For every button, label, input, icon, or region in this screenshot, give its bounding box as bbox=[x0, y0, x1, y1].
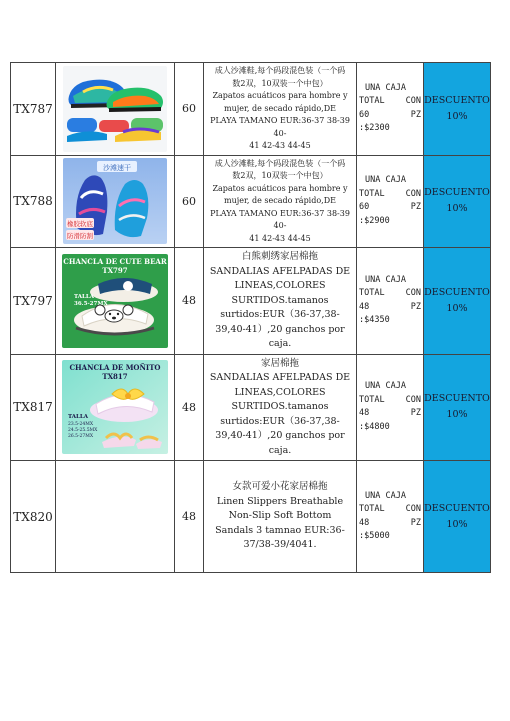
units-value: 60 bbox=[359, 109, 370, 120]
desc-line: 白熊刺绣家居棉拖 bbox=[241, 251, 318, 262]
con-label: CON bbox=[405, 504, 421, 514]
units-value: 48 bbox=[359, 408, 370, 419]
price-amount: :$4350 bbox=[359, 315, 390, 326]
desc-line: 37/38-39/4041. bbox=[243, 539, 317, 551]
size-label: 26.5-27MX bbox=[68, 434, 94, 440]
units-value: 48 bbox=[359, 517, 370, 528]
table-row bbox=[11, 248, 491, 355]
discount-label: DESCUENTO bbox=[424, 502, 490, 514]
size-label: 24.5-25.5MX bbox=[68, 428, 98, 434]
desc-line: 成人沙滩鞋,每个码段混色装（一个码 bbox=[214, 66, 346, 75]
pz-label: PZ bbox=[410, 109, 421, 120]
desc-line: 女款可爱小花家居棉拖 bbox=[232, 481, 328, 493]
table-row bbox=[11, 155, 491, 248]
con-label: CON bbox=[405, 96, 421, 107]
discount-value: 10% bbox=[446, 203, 468, 215]
desc-line: Zapatos acuáticos para hombre y bbox=[212, 183, 348, 193]
desc-line: 成人沙滩鞋,每个码段混色装（一个码 bbox=[214, 158, 346, 168]
discount-badge bbox=[424, 155, 491, 248]
desc-line: 39,40-41）,20 ganchos por bbox=[215, 323, 345, 335]
image-subtitle: TX817 bbox=[102, 372, 128, 382]
product-description bbox=[204, 155, 357, 248]
talla-label: TALLA bbox=[74, 293, 95, 300]
units-line bbox=[359, 201, 421, 215]
box-label: UNA CAJA bbox=[365, 274, 406, 285]
size-label: 36.5-27MX bbox=[74, 300, 108, 307]
total-label: TOTAL bbox=[359, 96, 385, 107]
con-label: CON bbox=[405, 188, 421, 199]
price-cell bbox=[357, 63, 424, 156]
product-image-cell bbox=[56, 63, 175, 156]
desc-line: PLAYA TAMANO EUR:36-37 38-39 40- bbox=[210, 208, 350, 230]
discount-badge bbox=[424, 461, 491, 573]
desc-line: 39,40-41）,20 ganchos por bbox=[215, 430, 345, 441]
price-amount: :$2900 bbox=[359, 215, 390, 226]
product-code: TX787 bbox=[11, 63, 56, 156]
bow-slipper-image bbox=[62, 360, 168, 454]
desc-line: Linen Slippers Breathable bbox=[216, 495, 344, 507]
water-shoes-image bbox=[63, 66, 167, 152]
product-quantity: 60 bbox=[175, 63, 204, 156]
desc-line: SANDALIAS AFELPADAS DE bbox=[209, 372, 351, 383]
pz-label: PZ bbox=[410, 408, 421, 419]
desc-line: SURTIDOS.tamanos bbox=[231, 401, 329, 412]
discount-value: 10% bbox=[446, 518, 468, 530]
desc-line: Non-Slip Soft Bottom bbox=[228, 510, 332, 522]
discount-badge bbox=[424, 248, 491, 355]
units-line bbox=[359, 301, 421, 315]
price-amount: :$4800 bbox=[359, 421, 390, 432]
pz-label: PZ bbox=[410, 517, 421, 528]
discount-label: DESCUENTO bbox=[424, 393, 490, 405]
total-line bbox=[359, 394, 421, 408]
desc-line: SANDALIAS AFELPADAS DE bbox=[209, 265, 351, 277]
desc-line: 家居棉拖 bbox=[260, 357, 299, 369]
desc-line: 数2双，10双装一个中包） bbox=[232, 171, 328, 180]
total-label: TOTAL bbox=[359, 288, 385, 299]
units-line bbox=[359, 517, 421, 531]
product-description bbox=[204, 354, 357, 461]
desc-line: LINEAS,COLORES bbox=[234, 280, 326, 291]
desc-line: Zapatos acuáticos para hombre y bbox=[212, 91, 348, 100]
total-line bbox=[359, 95, 421, 109]
price-cell bbox=[357, 155, 424, 248]
image-title: CHANCLA DE CUTE BEAR bbox=[63, 256, 167, 266]
units-value: 48 bbox=[359, 301, 370, 312]
price-cell bbox=[357, 248, 424, 355]
product-quantity: 48 bbox=[175, 354, 204, 461]
badge-text: 沙滩速干 bbox=[103, 164, 131, 173]
price-amount: :$2300 bbox=[359, 123, 390, 134]
total-label: TOTAL bbox=[359, 504, 385, 514]
desc-line: surtidos:EUR（36-37,38- bbox=[220, 309, 340, 320]
box-label: UNA CAJA bbox=[365, 175, 406, 186]
desc-line: caja. bbox=[268, 338, 292, 349]
table-row bbox=[11, 461, 491, 573]
desc-line: SURTIDOS.tamanos bbox=[231, 294, 329, 306]
discount-label: DESCUENTO bbox=[424, 94, 490, 106]
desc-line: PLAYA TAMANO EUR:36-37 38-39 40- bbox=[210, 116, 350, 138]
product-description bbox=[204, 63, 357, 156]
box-label: UNA CAJA bbox=[365, 490, 406, 501]
image-title: CHANCLA DE MOÑITO bbox=[69, 363, 161, 373]
product-description bbox=[204, 248, 357, 355]
discount-value: 10% bbox=[446, 110, 468, 122]
badge-text: 防滑防割 bbox=[67, 232, 93, 241]
pz-label: PZ bbox=[410, 301, 421, 312]
price-amount: :$5000 bbox=[359, 531, 390, 541]
units-line bbox=[359, 407, 421, 421]
discount-value: 10% bbox=[446, 302, 468, 314]
product-catalog-table bbox=[10, 62, 491, 573]
product-quantity: 48 bbox=[175, 461, 204, 573]
product-description bbox=[204, 461, 357, 573]
water-shoes-blue-image bbox=[63, 158, 167, 244]
total-label: TOTAL bbox=[359, 188, 385, 199]
product-quantity: 48 bbox=[175, 248, 204, 355]
desc-line: mujer, de secado rápido,DE bbox=[224, 103, 336, 113]
total-line bbox=[359, 188, 421, 202]
image-subtitle: TX797 bbox=[102, 265, 128, 275]
table-row bbox=[11, 354, 491, 461]
desc-line: Sandals 3 tamnao EUR:36- bbox=[215, 524, 345, 536]
box-label: UNA CAJA bbox=[365, 381, 406, 392]
product-image-cell bbox=[56, 354, 175, 461]
desc-line: LINEAS,COLORES bbox=[234, 386, 326, 398]
product-code: TX817 bbox=[11, 354, 56, 461]
discount-label: DESCUENTO bbox=[424, 187, 490, 199]
price-cell bbox=[357, 461, 424, 573]
badge-text: 橡胶软底 bbox=[67, 220, 93, 229]
product-code: TX788 bbox=[11, 155, 56, 248]
desc-line: surtidos:EUR（36-37,38- bbox=[220, 415, 340, 427]
bear-slipper-image bbox=[62, 254, 168, 348]
desc-line: 41 42-43 44-45 bbox=[249, 233, 311, 243]
size-label: 23.5-24MX bbox=[68, 422, 94, 428]
units-line bbox=[359, 109, 421, 123]
desc-line: caja. bbox=[268, 444, 292, 456]
price-cell bbox=[357, 354, 424, 461]
units-value: 60 bbox=[359, 202, 370, 213]
talla-label: TALLA bbox=[68, 414, 89, 421]
total-label: TOTAL bbox=[359, 394, 385, 405]
desc-line: 41 42-43 44-45 bbox=[249, 141, 311, 150]
desc-line: mujer, de secado rápido,DE bbox=[224, 196, 336, 205]
discount-badge bbox=[424, 63, 491, 156]
table-row bbox=[11, 63, 491, 156]
product-image-cell bbox=[56, 248, 175, 355]
product-code: TX797 bbox=[11, 248, 56, 355]
product-quantity: 60 bbox=[175, 155, 204, 248]
product-image-cell bbox=[56, 461, 175, 573]
pz-label: PZ bbox=[410, 202, 421, 213]
discount-value: 10% bbox=[446, 409, 468, 421]
discount-badge bbox=[424, 354, 491, 461]
box-label: UNA CAJA bbox=[365, 82, 406, 93]
discount-label: DESCUENTO bbox=[424, 286, 490, 298]
product-code: TX820 bbox=[11, 461, 56, 573]
con-label: CON bbox=[405, 288, 421, 299]
total-line bbox=[359, 503, 421, 517]
desc-line: 数2双，10双装一个中包） bbox=[232, 78, 328, 88]
con-label: CON bbox=[405, 394, 421, 405]
product-image-cell bbox=[56, 155, 175, 248]
total-line bbox=[359, 287, 421, 301]
